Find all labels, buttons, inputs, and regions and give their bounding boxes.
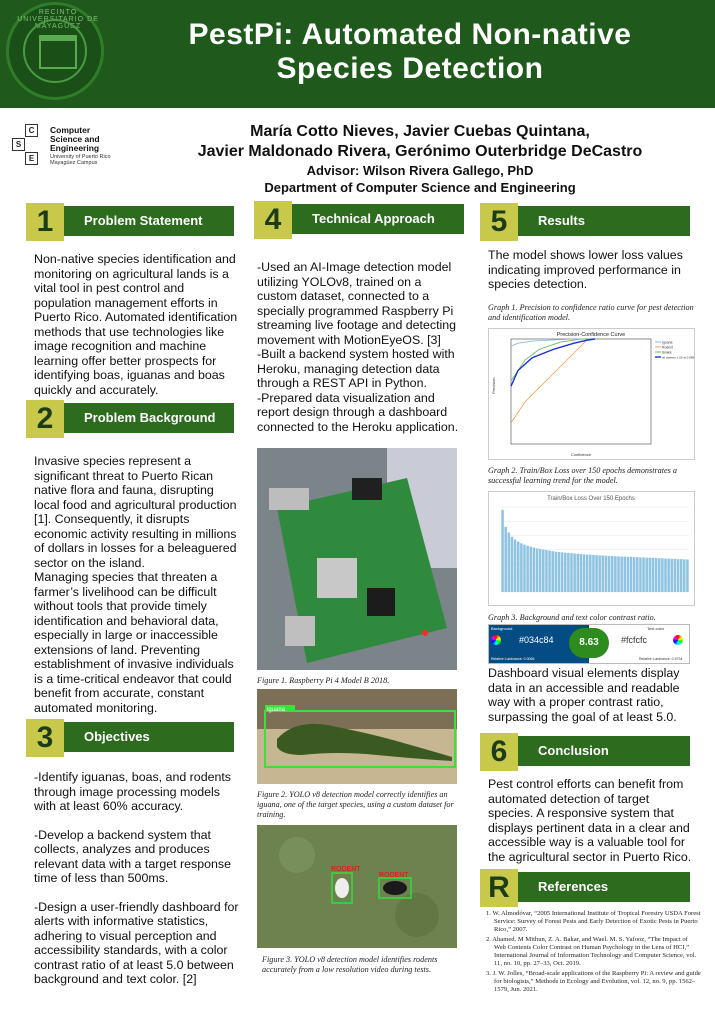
seal-text: RECINTO UNIVERSITARIO DE MAYAGÜEZ [17, 9, 99, 30]
iguana-box-label: iguana [267, 707, 286, 713]
poster-title [120, 18, 700, 86]
loss-bar [683, 559, 686, 592]
section-4-title: Technical Approach [292, 204, 464, 234]
loss-bar [558, 552, 561, 592]
loss-bar [514, 540, 517, 592]
figure-1-caption: Figure 1. Raspberry Pi 4 Model B 2018. [257, 676, 390, 685]
graph1-xlabel: Confidence [570, 452, 592, 457]
conclusion-text: Pest control efforts can benefit from automated detection of target species. A responsive system that displays pertinent data in a clear and accessible way is a valuable tool for the agricultural sector in Puerto Rico. [488, 777, 692, 864]
logo-name: Computer Science and Engineering [50, 125, 100, 153]
reference-1: 1. W. Almodóvar, “2005 International Institute of Tropical Forestry USDA Forest Service: Survey of Forest Pests and Early Detection of Exotic Pests in Puerto Rico,” 2007. [486, 910, 701, 933]
loss-bar [589, 555, 592, 592]
loss-bar [642, 557, 645, 592]
graph1-legend [655, 341, 694, 360]
loss-bar [501, 510, 504, 592]
section-5-number: 5 [480, 203, 518, 241]
loss-bar [542, 550, 545, 593]
authors-line-1: María Cotto Nieves, Javier Cuebas Quintana, [250, 123, 590, 140]
graph1-title: Precision-Confidence Curve [556, 332, 626, 338]
precision-confidence-svg [489, 329, 694, 459]
loss-bar [605, 556, 608, 592]
department: Department of Computer Science and Engineering [264, 180, 576, 195]
text-swatch-label: Text color [647, 626, 665, 631]
objective-3: -Design a user-friendly dashboard for alerts with informative statistics, adhering to visual perception and accessibility standards, with a color contrast ratio of at least 5.0 between background and text color. [2] [34, 899, 239, 986]
approach-point-3: -Prepared data visualization and report design through a dashboard connected to the Heroku application. [257, 390, 459, 434]
loss-bar [617, 556, 620, 592]
loss-bar [661, 558, 664, 592]
problem-background-text [34, 454, 239, 715]
loss-bar [504, 527, 507, 592]
bg-hex-value: #034c84 [519, 635, 554, 645]
loss-bar [573, 553, 576, 592]
loss-bar [602, 555, 605, 592]
loss-bar [633, 557, 636, 592]
objectives-text [34, 770, 239, 987]
loss-bar [620, 557, 623, 592]
loss-bar [517, 542, 520, 592]
graph-3-caption: Graph 3. Background and text color contrast ratio. [488, 613, 656, 622]
graph-1-caption: Graph 1. Precision to confidence ratio curve for pest detection and identification model. [488, 303, 694, 322]
objective-1: -Identify iguanas, boas, and rodents through image processing models with at least 60% accuracy. [34, 770, 232, 813]
loss-bar [508, 533, 511, 593]
loss-bar [533, 548, 536, 592]
loss-bar [649, 558, 652, 592]
loss-bar [536, 548, 539, 592]
loss-bar [561, 552, 564, 592]
graph2-gridlines [501, 507, 689, 592]
poster-header [0, 0, 715, 108]
graph1-ylabel: Precision [491, 377, 496, 394]
loss-bar [608, 556, 611, 592]
rodent-label-1: RODENT [331, 866, 361, 873]
logo-subtitle: University of Puerto Rico Mayagüez Campus [50, 154, 111, 166]
results-text-2: Dashboard visual elements display data in an accessible and readable way with a proper contrast ratio, surpassing the goal of at least 5.0. [488, 666, 680, 724]
reference-3: 3. J. W. Jolles, “Broad-scale applications of the Raspberry Pi: A review and guide for biologists,” Methods in Ecology and Evolution, vol. 12, no. 9, pp. 1562–1579, Jun. 2021. [486, 970, 701, 993]
legend-snake: Snake [662, 350, 672, 355]
loss-bar [511, 537, 514, 592]
logo-letter-c: C [25, 124, 38, 137]
train-loss-chart [488, 491, 695, 606]
loss-bar [655, 558, 658, 592]
loss-bar [592, 555, 595, 592]
loss-bar [674, 559, 677, 592]
section-r-title: References [518, 872, 690, 902]
precision-confidence-chart [488, 328, 695, 460]
background-paragraph-2: Managing species that threaten a farmer’s livelihood can be difficult without tools that provide timely identification and behavioral data, especially in large or inaccessible extensions of land. Preventing establishment of invasive individuals is a time-critical endeavor that could benefit from accurate, constant automated monitoring. [34, 570, 234, 715]
loss-bar [564, 553, 567, 592]
text-hex-value: #fcfcfc [621, 635, 648, 645]
loss-bar [652, 558, 655, 592]
legend-rodent: Rodent [662, 345, 673, 350]
loss-bar [614, 556, 617, 592]
authors-block [140, 122, 700, 196]
seal-building-icon [39, 35, 77, 69]
loss-bar [545, 550, 548, 592]
section-4-number: 4 [254, 201, 292, 239]
loss-bar [551, 551, 554, 592]
section-2-title: Problem Background [64, 403, 234, 433]
contrast-widget [488, 624, 690, 664]
loss-bar [639, 557, 642, 592]
loss-bar [611, 556, 614, 592]
loss-bar [680, 559, 683, 592]
department-logo [12, 124, 132, 168]
loss-bar [686, 559, 689, 592]
references-list [486, 910, 701, 996]
loss-bar [526, 546, 529, 592]
logo-letter-s: S [12, 138, 25, 151]
iguana-illustration [257, 689, 457, 784]
graph1-series-lines [511, 339, 595, 423]
loss-bar [598, 555, 601, 592]
problem-statement-text: Non-native species identification and monitoring on agricultural lands is a vital tool in pest control and population management efforts in Puerto Rico. Automated identification methods that use technologies like image recognition and machine learning offer better prospects for identifying boas, iguanas and boas quickly and accurately. [34, 252, 238, 397]
loss-bar [624, 557, 627, 592]
color-wheel-icon-2[interactable] [673, 635, 683, 645]
train-loss-svg [489, 492, 694, 605]
iguana-detection-photo [257, 689, 457, 784]
reference-2: 2. Ahamed. M Mithun, Z. A. Bakar, and Wael. M. S. Yafooz, “The Impact of Web Contents Color Contrast on Human Psychology in the Lens of HCI,” International Journal of Information Technology and Computer Science, vol. 11, no. 10, pp. 27–33, Oct. 2019. [486, 936, 697, 967]
approach-point-2: -Built a backend system hosted with Heroku, managing detection data through a REST API in Python. [257, 347, 455, 390]
graph2-bars [501, 510, 688, 592]
legend-all-classes: all classes 1.00 at 0.889 [662, 355, 694, 360]
figure-3-caption: Figure 3. YOLO v8 detection model identifies rodents accurately from a low resolution video during tests. [262, 955, 438, 974]
section-1-title: Problem Statement [64, 206, 234, 236]
graph-2-caption: Graph 2. Train/Box Loss over 150 epochs demonstrates a successful learning trend for the model. [488, 466, 677, 485]
loss-bar [636, 557, 639, 592]
section-r-letter: R [480, 869, 518, 907]
text-luminance: Relative Luminance: 0.9734 [639, 657, 683, 661]
university-seal-logo [6, 2, 104, 100]
series-line-snake [511, 339, 595, 381]
section-3-number: 3 [26, 719, 64, 757]
section-5-title: Results [518, 206, 690, 236]
rodent-illustration [257, 825, 457, 948]
loss-bar [523, 545, 526, 592]
loss-bar [577, 554, 580, 592]
loss-bar [595, 555, 598, 592]
contrast-ratio-badge: 8.63 [569, 628, 609, 658]
loss-bar [658, 558, 661, 592]
loss-bar [664, 559, 667, 592]
objective-2: -Develop a backend system that collects, analyzes and produces relevant data with a target response time of less than 500ms. [34, 827, 231, 885]
loss-bar [548, 551, 551, 592]
series-line-iguana [511, 339, 595, 346]
loss-bar [583, 554, 586, 592]
loss-bar [630, 557, 633, 592]
section-2-number: 2 [26, 400, 64, 438]
section-3-title: Objectives [64, 722, 234, 752]
raspberry-pi-illustration [257, 448, 457, 670]
loss-bar [555, 552, 558, 592]
loss-bar [520, 543, 523, 592]
loss-bar [645, 558, 648, 592]
logo-letter-e: E [25, 152, 38, 165]
loss-bar [580, 554, 583, 592]
section-1-number: 1 [26, 203, 64, 241]
technical-approach-text [257, 260, 462, 434]
results-text: The model shows lower loss values indicating improved performance in species detection. [488, 248, 683, 291]
loss-bar [671, 559, 674, 592]
bg-luminance: Relative Luminance: 0.0066 [491, 657, 535, 661]
rodent-label-2: RODENT [379, 872, 409, 879]
loss-bar [539, 549, 542, 592]
section-6-title: Conclusion [518, 736, 690, 766]
loss-bar [627, 557, 630, 592]
advisor: Advisor: Wilson Rivera Gallego, PhD [306, 163, 534, 178]
color-wheel-icon[interactable] [491, 635, 501, 645]
loss-bar [586, 555, 589, 592]
loss-bar [667, 559, 670, 592]
legend-iguana: Iguana [662, 340, 673, 345]
figure-2-caption: Figure 2. YOLO v8 detection model correctly identifies an iguana, one of the target species, using a custom dataset for training. [257, 790, 454, 819]
raspberry-pi-photo [257, 448, 457, 670]
loss-bar [530, 547, 533, 592]
background-paragraph-1: Invasive species represent a significant threat to Puerto Rican native flora and fauna, disrupting local food and agricultural production [1]. Consequently, it disrupts economic activity resulting in millions of dollars in losses for a beleaguered sector on the island. [34, 454, 237, 570]
title-line-1: PestPi: Automated Non-native [188, 18, 632, 51]
loss-bar [677, 559, 680, 592]
bg-swatch-label: Background [491, 626, 513, 631]
graph2-title: Train/Box Loss Over 150 Epochs [547, 496, 635, 502]
loss-bar [570, 553, 573, 592]
section-6-number: 6 [480, 733, 518, 771]
approach-point-1: -Used an AI-Image detection model utilizing YOLOv8, trained on a custom dataset, connected to a specially programmed Raspberry Pi streaming live footage and detecting movement with MotionEyeOS. [3] [257, 260, 457, 347]
rodent-detection-photo [257, 825, 457, 948]
loss-bar [567, 553, 570, 592]
authors-line-2: Javier Maldonado Rivera, Gerónimo Outerbridge DeCastro [197, 143, 643, 160]
title-line-2: Species Detection [276, 52, 544, 85]
